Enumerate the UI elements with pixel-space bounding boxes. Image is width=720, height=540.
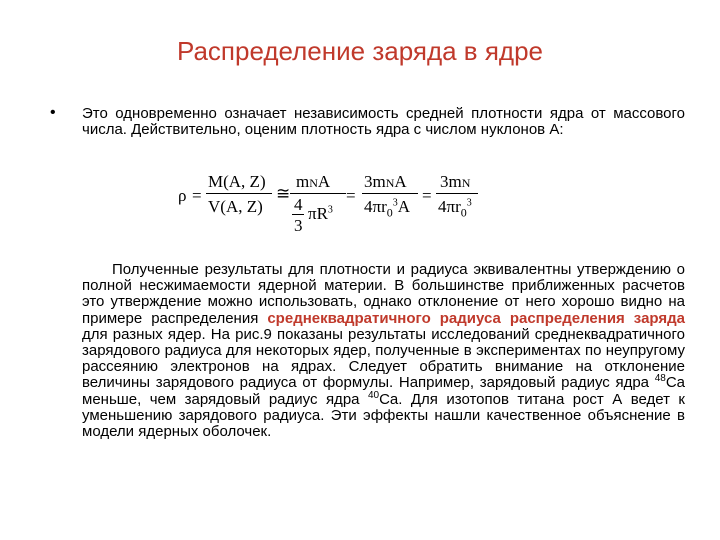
formula-eq2: = [346,186,356,205]
formula-num1: M(A, Z) [208,172,266,191]
formula-den2-frac-den: 3 [294,216,303,235]
formula-num3: 3mNA [364,172,407,191]
ca40-mass-number: 40 [367,389,380,401]
density-formula [178,168,478,246]
formula-den2-tail: $\pi R^3$ [308,204,333,223]
fraction-line-small [292,214,304,215]
formula-den2-frac-num: 4 [294,195,303,214]
formula-approx: ≅ [276,184,291,203]
fraction-line-2 [290,193,346,194]
highlight-rms-radius: среднеквадратичного радиуса распределения заряда [267,309,685,327]
formula-den3: $4\pi r_0^3A$ [364,197,411,220]
slide-title: Распределение заряда в ядре [176,36,544,66]
formula-eq1: = [192,186,202,205]
intro-paragraph: Это одновременно означает независимость средней плотности ядра от массового числа. Действительно, оценим плотность ядра с числом нуклонов А: [82,105,685,138]
bullet-marker: • [50,104,56,121]
formula-num2: mNA [296,172,331,191]
formula-num4: 3mN [440,172,471,191]
fraction-line-4 [436,193,478,194]
fraction-line-1 [206,193,272,194]
body-paragraph: Полученные результаты для плотности и радиуса эквивалентны утверждению о полной несжимаемости ядерной материи. В большинстве приближенных расчетов это утверждение можно использовать, однако отклонение от него хорошо видно на примере распределения среднеквадратичного радиуса распределения заряда для разных ядер. На рис.9 показаны результаты исследований среднеквадратичного зарядового радиуса для некоторых ядер, полученные в экспериментах по неупругому рассеянию электронов на ядрах. Следует обратить внимание на отклонение величины зарядового радиуса от формулы. Например, зарядовый радиус ядра $^{48}$Ca меньше, чем зарядовый радиус ядра $^{40}$Ca. Для изотопов титана рост А ведет к уменьшению зарядового радиуса. Эти эффекты нашли качественное объяснение в модели ядерных оболочек. [82,261,685,441]
formula-den1: V(A, Z) [208,197,263,216]
formula-eq3: = [422,186,432,205]
fraction-line-3 [362,193,418,194]
ca48-mass-number: 48 [654,373,666,385]
formula-rho: ρ [178,186,187,205]
formula-den4: $4\pi r_0^3$ [438,197,472,220]
